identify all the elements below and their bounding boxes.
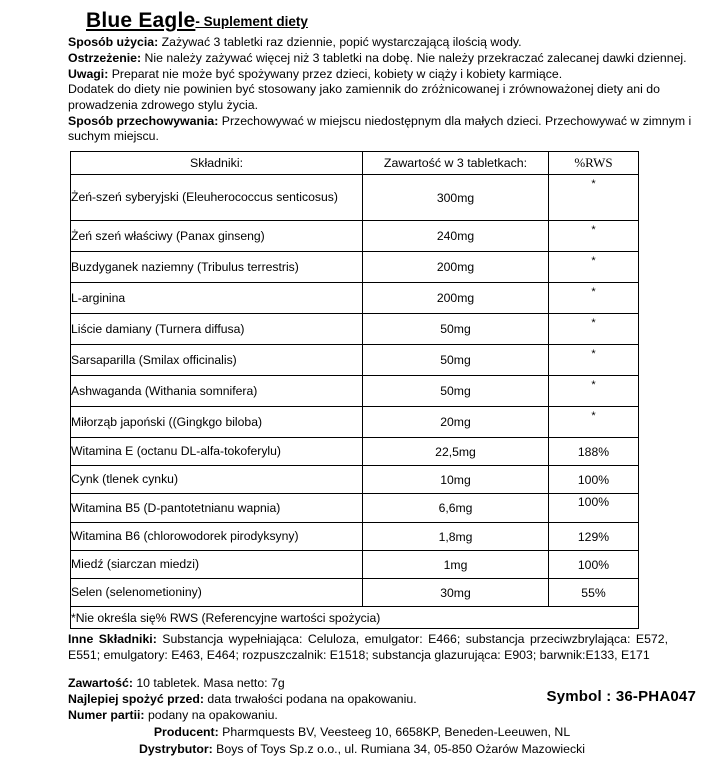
table-row [71,376,639,407]
ingredient-amount: 50mg [363,314,549,345]
notes-text: Preparat nie może być spożywany przez dzieci, kobiety w ciąży i kobiety karmiące. [108,66,563,81]
warning-label: Ostrzeżenie: [68,50,142,65]
ingredient-amount: 1mg [363,551,549,579]
distributor-label: Dystrybutor: [138,741,213,756]
ingredient-name: Witamina E (octanu DL-alfa-tokoferylu) [71,438,363,466]
ingredient-amount: 6,6mg [363,494,549,523]
best-before-label: Najlepiej spożyć przed: [68,692,204,707]
ingredient-name: Witamina B6 (chlorowodorek pirodyksyny) [71,523,363,551]
brand-subtitle: - Suplement diety [195,14,308,29]
product-title [86,10,708,32]
best-before-text: data trwałości podana na opakowaniu. [204,692,417,707]
ingredients-table-body [71,175,639,629]
ingredient-amount: 20mg [363,407,549,438]
distributor-line [82,741,642,757]
table-row [71,252,639,283]
ingredient-amount: 22,5mg [363,438,549,466]
ingredient-rws: 55% [549,579,639,607]
ingredient-amount: 200mg [363,252,549,283]
table-row [71,579,639,607]
content-text: 10 tabletek. Masa netto: 7g [132,676,285,691]
ingredient-amount: 300mg [363,175,549,221]
usage-paragraph [68,35,708,51]
ingredient-name: Żeń szeń właściwy (Panax ginseng) [71,221,363,252]
ingredient-amount: 30mg [363,579,549,607]
other-ingredients-label: Inne Składniki: [68,632,157,647]
ingredients-table [70,151,639,629]
ingredient-rws: * [549,175,639,221]
usage-label: Sposób użycia: [68,35,159,50]
storage-text: Przechowywać w miejscu niedostępnym dla małych dzieci. Przechowywać w zimnym i suchym miejscu. [68,113,692,144]
other-ingredients-text: Substancja wypełniająca: Celuloza, emulgator: E466; substancja przeciwzbrylająca: E572, E551; emulgatory: E463, E464; rozpuszczalnik: E1518; substancja glazurująca: E903; barwnik:E133, E171 [68,632,668,663]
header-ingredient: Składniki: [71,152,363,175]
ingredient-rws: 188% [549,438,639,466]
ingredient-rws: * [549,407,639,438]
batch-number-label: Numer partii: [68,708,145,723]
ingredient-rws: * [549,283,639,314]
table-row [71,466,639,494]
ingredient-name: Selen (selenometioniny) [71,579,363,607]
ingredient-rws: * [549,345,639,376]
table-row [71,494,639,523]
usage-text: Zażywać 3 tabletki raz dziennie, popić wystarczającą ilością wody. [158,35,522,50]
storage-label: Sposób przechowywania: [68,113,219,128]
batch-number-line [68,708,708,724]
ingredient-amount: 240mg [363,221,549,252]
notes-label: Uwagi: [68,66,109,81]
ingredient-name: Witamina B5 (D-pantotetnianu wapnia) [71,494,363,523]
producer-label: Producent: [153,725,219,740]
distributor-text: Boys of Toys Sp.z o.o., ul. Rumiana 34, 05-850 Ożarów Mazowiecki [212,741,586,756]
table-row [71,523,639,551]
symbol-code: Symbol : 36-PHA047 [546,688,696,705]
table-header-row [71,152,639,175]
table-row [71,221,639,252]
brand-name: Blue Eagle [86,9,196,32]
table-row [71,175,639,221]
ingredient-name: Buzdyganek naziemny (Tribulus terrestris) [71,252,363,283]
table-row [71,407,639,438]
header-rws: %RWS [549,152,639,175]
producer-line [82,724,642,740]
ingredient-amount: 1,8mg [363,523,549,551]
ingredient-name: Miłorząb japoński ((Gingkgo biloba) [71,407,363,438]
notes-paragraph [68,67,708,83]
warning-text: Nie należy zażywać więcej niż 3 tabletki na dobę. Nie należy przekraczać zalecanej dawki dziennej. [141,50,687,65]
ingredient-name: Ashwaganda (Withania somnifera) [71,376,363,407]
ingredient-rws: * [549,252,639,283]
other-ingredients-paragraph [68,632,668,664]
rws-footnote: *Nie określa się% RWS (Referencyjne wartości spożycia) [71,607,639,629]
storage-paragraph [68,114,708,145]
table-row [71,283,639,314]
ingredient-rws: * [549,376,639,407]
ingredient-amount: 50mg [363,376,549,407]
batch-number-text: podany na opakowaniu. [144,708,278,723]
table-footnote-row [71,607,639,629]
ingredient-rws: 100% [549,551,639,579]
ingredient-rws: * [549,314,639,345]
ingredient-name: Sarsaparilla (Smilax officinalis) [71,345,363,376]
warning-paragraph [68,51,708,67]
ingredient-amount: 200mg [363,283,549,314]
ingredient-amount: 50mg [363,345,549,376]
ingredient-rws: 100% [549,494,639,523]
ingredient-name: Żeń-szeń syberyjski (Eleuherococcus senticosus) [71,175,363,221]
ingredients-table-wrapper [70,151,638,629]
ingredient-rws: 100% [549,466,639,494]
ingredient-rws: 129% [549,523,639,551]
table-row [71,345,639,376]
header-amount: Zawartość w 3 tabletkach: [363,152,549,175]
supplement-disclaimer: Dodatek do diety nie powinien być stosowany jako zamiennik do zróżnicowanej i zrównoważonej diety ani do prowadzenia zdrowego stylu życia. [68,82,660,112]
ingredient-amount: 10mg [363,466,549,494]
table-row [71,551,639,579]
content-label: Zawartość: [68,676,133,691]
ingredient-name: Cynk (tlenek cynku) [71,466,363,494]
ingredient-name: Liście damiany (Turnera diffusa) [71,314,363,345]
ingredient-rws: * [549,221,639,252]
ingredient-name: L-arginina [71,283,363,314]
table-row [71,438,639,466]
producer-text: Pharmquests BV, Veesteeg 10, 6658KP, Beneden-Leeuwen, NL [218,725,571,740]
ingredient-name: Miedź (siarczan miedzi) [71,551,363,579]
table-row [71,314,639,345]
